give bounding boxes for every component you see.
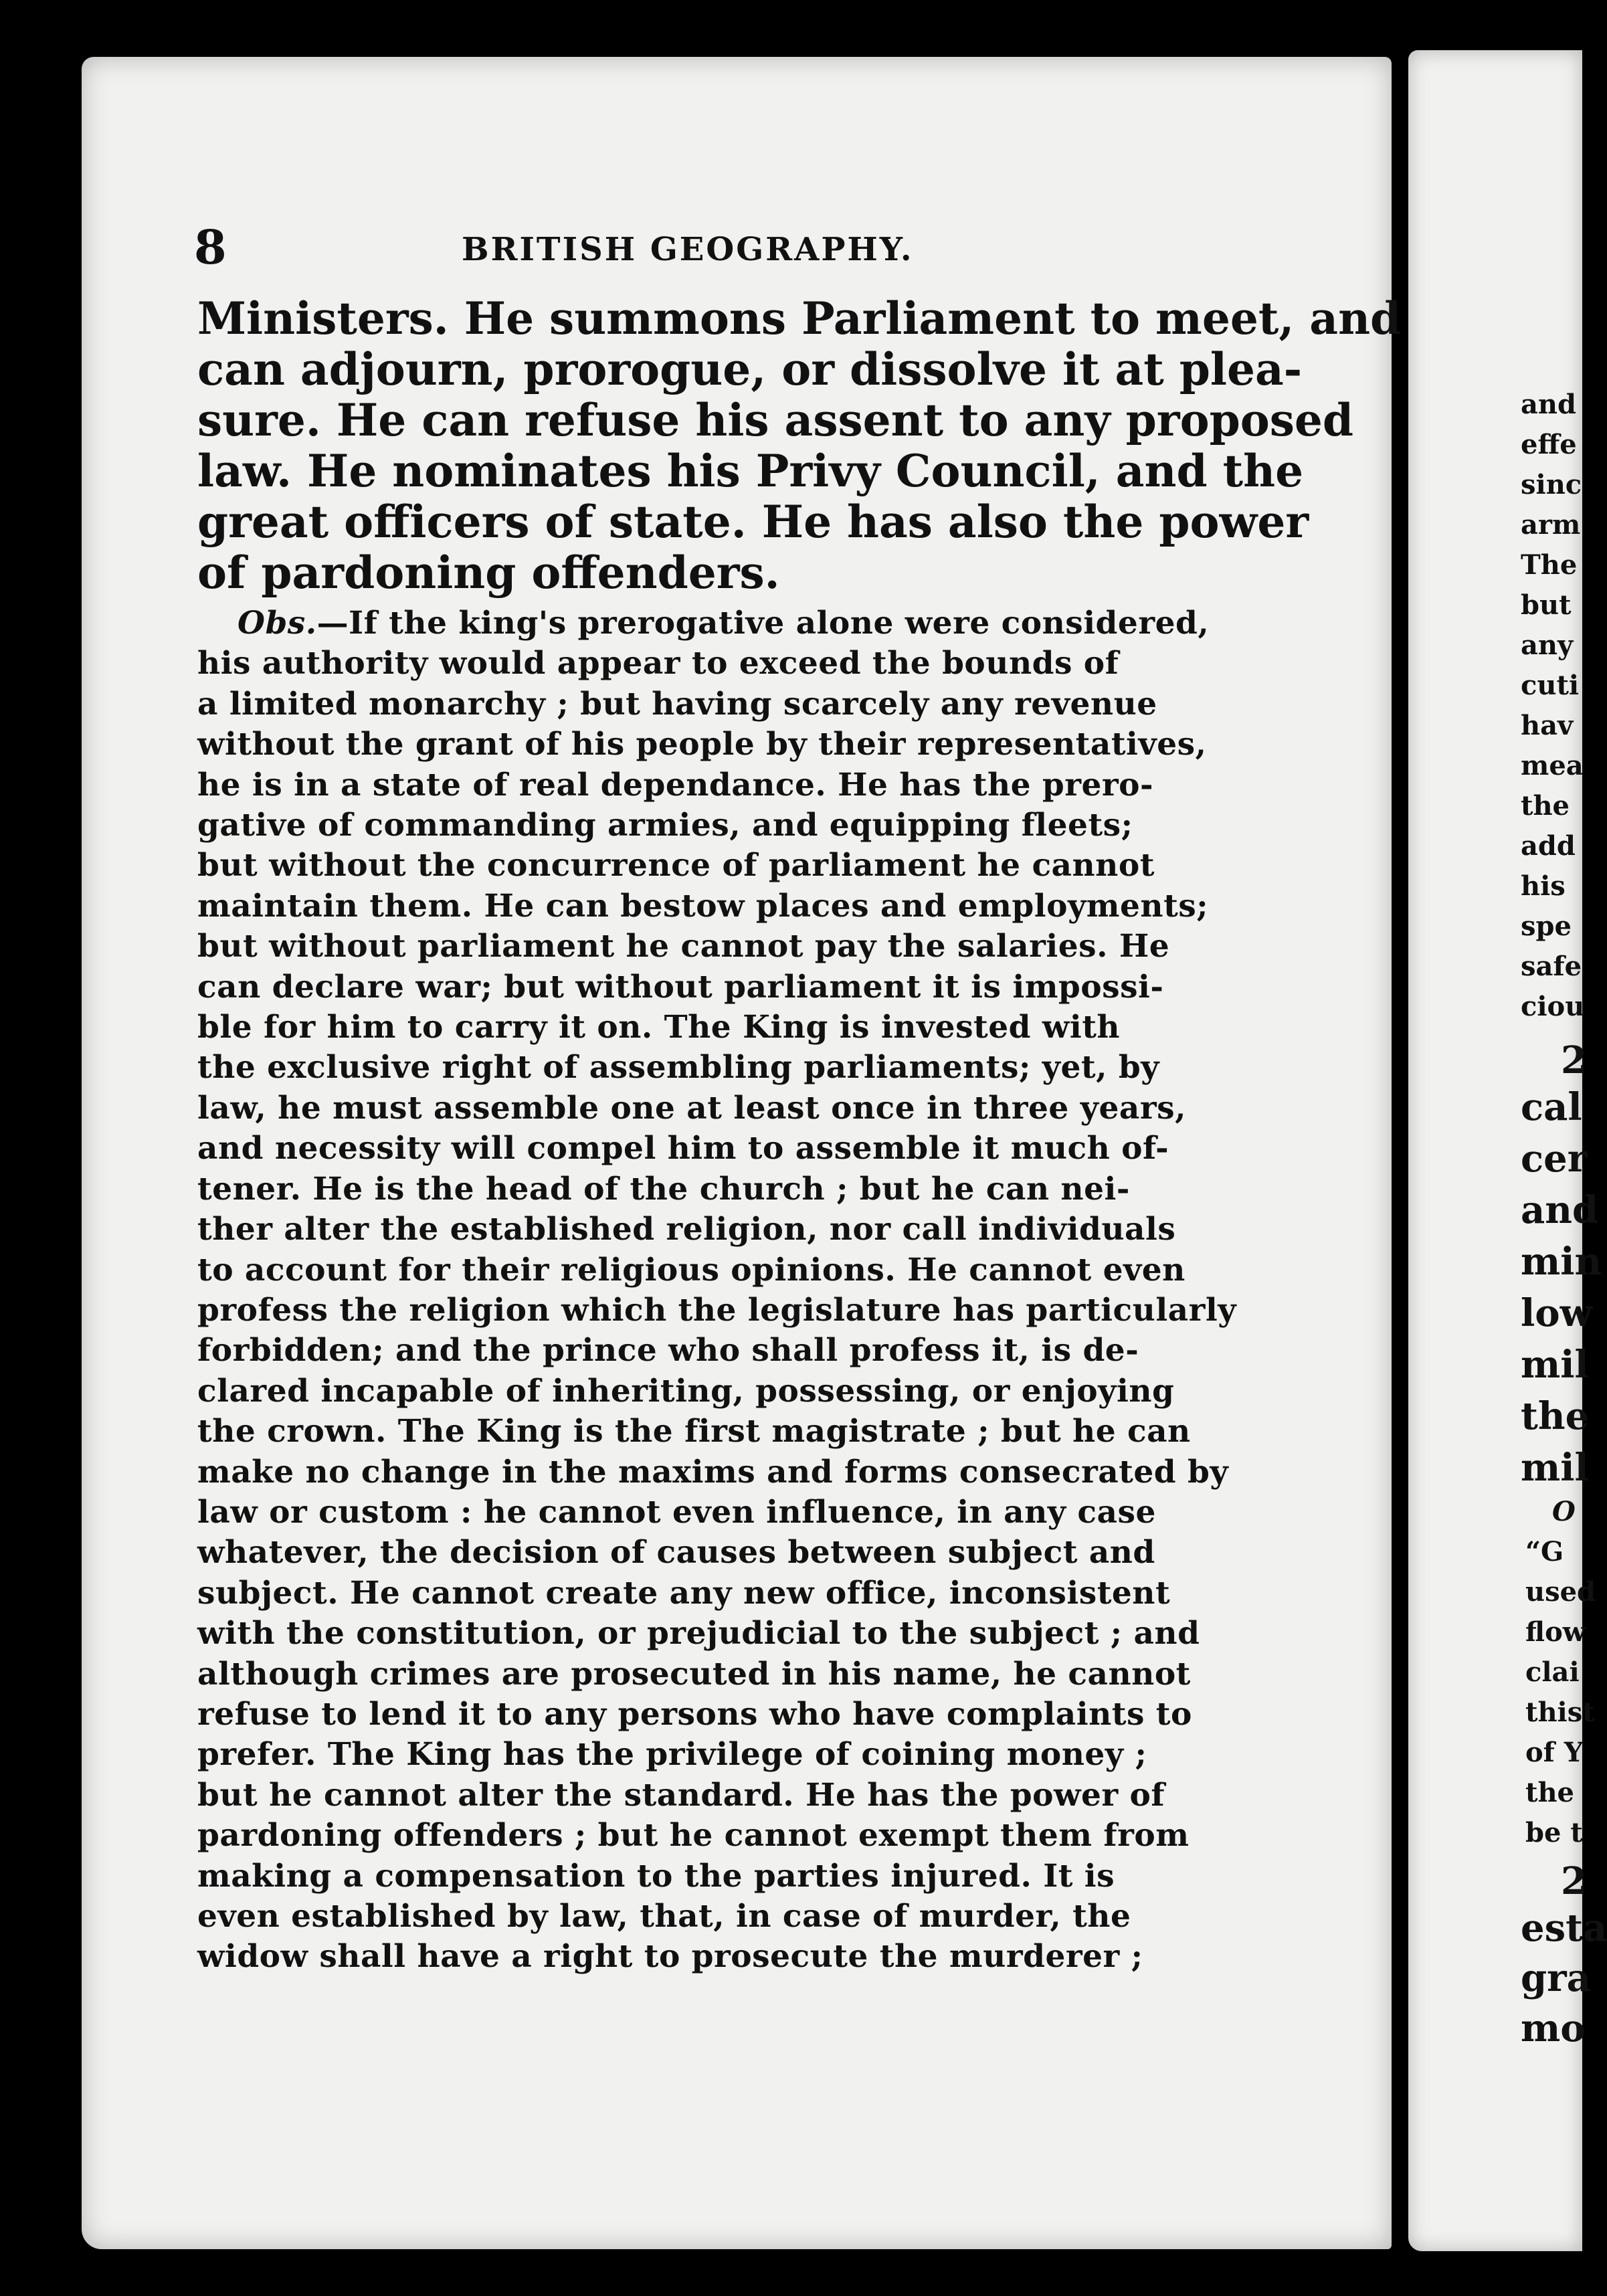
text-line: law, he must assemble one at least once in three years, <box>197 1089 1186 1127</box>
fragment-line: and <box>1521 1188 1599 1232</box>
fragment-line: low <box>1521 1291 1592 1335</box>
fragment-line: the <box>1521 790 1570 822</box>
text-line: he is in a state of real dependance. He has the prero- <box>197 766 1154 803</box>
text-line: and necessity will compel him to assemble it much of- <box>197 1130 1169 1167</box>
obs-first-line: —If the king's prerogative alone were considered, <box>316 605 1210 642</box>
fragment-line: min <box>1521 1240 1602 1284</box>
fragment-line: hav <box>1521 710 1574 741</box>
text-line: prefer. The King has the privilege of coining money ; <box>197 1736 1147 1774</box>
text-line: can adjourn, prorogue, or dissolve it at plea- <box>197 343 1303 395</box>
fragment-line: add <box>1521 830 1576 862</box>
text-line: a limited monarchy ; but having scarcely any revenue <box>197 685 1157 723</box>
large-paragraph <box>197 292 1402 599</box>
fragment-line: of Y <box>1525 1737 1584 1768</box>
text-line: although crimes are prosecuted in his name, he cannot <box>197 1655 1191 1693</box>
text-line: subject. He cannot create any new office, inconsistent <box>197 1574 1171 1612</box>
running-head <box>194 221 1264 274</box>
text-line: gative of commanding armies, and equipping fleets; <box>197 807 1133 844</box>
fragment-line: mea <box>1521 750 1584 781</box>
page-number: 8 <box>194 219 227 275</box>
text-line: refuse to lend it to any persons who have complaints to <box>197 1695 1192 1733</box>
text-line: clared incapable of inheriting, possessing, or enjoying <box>197 1372 1175 1410</box>
fragment-line: esta <box>1521 1906 1607 1950</box>
fragment-line: 2 <box>1561 1038 1587 1082</box>
text-line: ther alter the established religion, nor call individuals <box>197 1211 1176 1248</box>
text-line: the crown. The King is the first magistrate ; but he can <box>197 1413 1191 1450</box>
fragment-line: flow <box>1525 1616 1586 1648</box>
text-line: making a compensation to the parties injured. It is <box>197 1857 1115 1895</box>
body-text <box>197 292 1402 1978</box>
fragment-line: cuti <box>1521 670 1580 701</box>
text-line: whatever, the decision of causes between subject and <box>197 1534 1155 1571</box>
text-line: the exclusive right of assembling parliaments; yet, by <box>197 1049 1159 1086</box>
fragment-line: the <box>1525 1777 1575 1808</box>
observation-paragraph <box>197 603 1241 1978</box>
fragment-line: safe <box>1521 951 1582 982</box>
fragment-line: The <box>1521 549 1578 581</box>
fragment-line: mil <box>1521 1446 1589 1490</box>
text-line: with the constitution, or prejudicial to the subject ; and <box>197 1615 1200 1652</box>
fragment-line: thist <box>1525 1697 1595 1728</box>
fragment-line: sinc <box>1521 469 1582 500</box>
text-line: but he cannot alter the standard. He has the power of <box>197 1776 1165 1814</box>
text-line: pardoning offenders ; but he cannot exempt them from <box>197 1817 1190 1854</box>
fragment-line: mil <box>1521 1343 1589 1387</box>
text-line: make no change in the maxims and forms consecrated by <box>197 1453 1229 1491</box>
text-line: but without parliament he cannot pay the salaries. He <box>197 928 1170 965</box>
fragment-line: the <box>1521 1394 1590 1438</box>
fragment-line: 2 <box>1561 1859 1587 1903</box>
text-line: Ministers. He summons Parliament to meet, and <box>197 292 1402 345</box>
text-line: profess the religion which the legislature has particularly <box>197 1291 1237 1329</box>
fragment-line: spe <box>1521 911 1572 942</box>
text-line <box>197 603 1241 644</box>
text-line: can declare war; but without parliament it is impossi- <box>197 968 1164 1006</box>
fragment-line: O <box>1552 1496 1576 1527</box>
fragment-line: but <box>1521 589 1572 621</box>
fragment-line: ciou <box>1521 991 1585 1022</box>
fragment-line: clai <box>1525 1656 1580 1688</box>
text-line: forbidden; and the prince who shall profess it, is de- <box>197 1332 1139 1369</box>
running-title: BRITISH GEOGRAPHY. <box>462 231 914 268</box>
text-line: law. He nominates his Privy Council, and the <box>197 445 1304 497</box>
text-line: his authority would appear to exceed the bounds of <box>197 645 1119 682</box>
text-line: tener. He is the head of the church ; but he can nei- <box>197 1170 1130 1208</box>
fragment-line: effe <box>1521 429 1577 460</box>
fragment-line: “G <box>1525 1536 1564 1567</box>
text-line: great officers of state. He has also the power <box>197 496 1309 548</box>
fragment-line: his <box>1521 870 1566 902</box>
right-page-fragments <box>1408 50 1607 2251</box>
fragment-line: and <box>1521 389 1576 420</box>
fragment-line: gra <box>1521 1956 1591 2000</box>
obs-label: Obs. <box>238 605 317 642</box>
right-page-edge <box>1408 50 1607 2251</box>
text-line: without the grant of his people by their representatives, <box>197 726 1207 763</box>
text-line: sure. He can refuse his assent to any proposed <box>197 394 1354 446</box>
fragment-line: arm <box>1521 509 1581 541</box>
text-line: widow shall have a right to prosecute the murderer ; <box>197 1938 1143 1976</box>
text-line: to account for their religious opinions. He cannot even <box>197 1251 1186 1288</box>
fragment-line: be t <box>1525 1817 1583 1848</box>
text-line: even established by law, that, in case of murder, the <box>197 1898 1131 1935</box>
fragment-line: any <box>1521 630 1574 661</box>
text-line: law or custom : he cannot even influence, in any case <box>197 1493 1156 1531</box>
text-line: of pardoning offenders. <box>197 547 780 599</box>
text-line: ble for him to carry it on. The King is invested with <box>197 1009 1121 1046</box>
fragment-line: cer <box>1521 1137 1588 1181</box>
fragment-line: cal <box>1521 1085 1582 1129</box>
fragment-line: mo <box>1521 2006 1586 2050</box>
text-line: but without the concurrence of parliament he cannot <box>197 847 1155 884</box>
text-line: maintain them. He can bestow places and employments; <box>197 887 1209 925</box>
fragment-line: used <box>1525 1576 1596 1608</box>
